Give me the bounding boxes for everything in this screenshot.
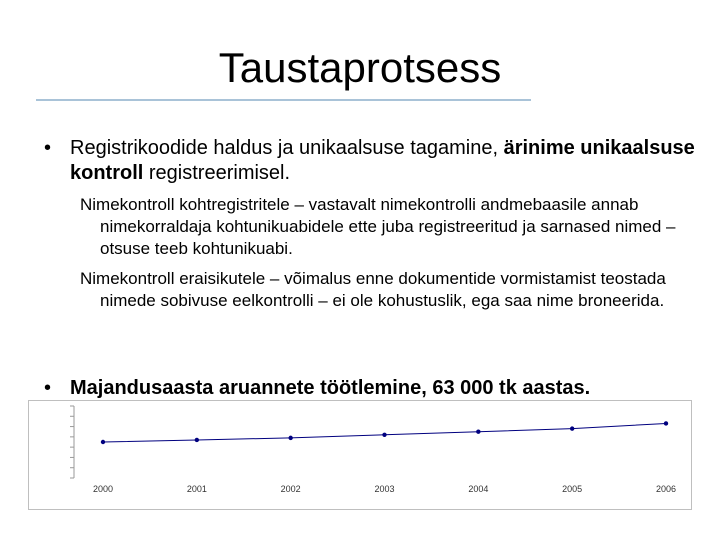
bullet-text-bold: ärinime unikaalsuse kontroll: [70, 137, 695, 184]
slide-title: Taustaprotsess: [218, 44, 502, 91]
x-tick-label: 2004: [468, 484, 489, 494]
sub-item-kohtregistrid: Nimekontroll kohtregistritele – vastavalt nimekontrolli andmebaasile annab nimekorraldaja kohtunikuabidele ette juba registreeritud ja sarnased nimed – otsuse teeb kohtunikuabi.: [80, 195, 676, 258]
bullet-majandusaasta: [70, 376, 710, 401]
data-point: [382, 433, 386, 437]
data-point: [476, 430, 480, 434]
data-point: [570, 426, 574, 430]
bullet-text-normal: Registrikoodide haldus ja unikaalsuse tagamine,: [70, 137, 504, 159]
line-chart: [28, 400, 692, 510]
x-tick-label: 2005: [562, 484, 583, 494]
data-point: [195, 438, 199, 442]
data-point: [288, 436, 292, 440]
bullet-text-normal-end: registreerimisel.: [143, 162, 291, 184]
bullet-marker: •: [44, 377, 52, 399]
x-tick-label: 2002: [280, 484, 301, 494]
bullet-registrikoodid: [70, 136, 710, 186]
x-tick-label: 2001: [186, 484, 207, 494]
x-tick-label: 2003: [374, 484, 395, 494]
data-point: [664, 421, 668, 425]
title-divider: [36, 99, 531, 101]
bullet-text-bold: Majandusaasta aruannete töötlemine, 63 000 tk aastas.: [70, 377, 591, 399]
bullet-marker: •: [44, 137, 52, 159]
x-tick-label: 2006: [655, 484, 677, 494]
chart-frame: [29, 401, 692, 510]
x-tick-label: 2000: [92, 484, 114, 494]
data-point: [101, 440, 105, 444]
line-chart-svg: [28, 400, 692, 510]
sub-item-eraisikud: Nimekontroll eraisikutele – võimalus enne dokumentide vormistamist teostada nimede sobivuse eelkontrolli – ei ole kohustuslik, ega saa nime broneerida.: [80, 269, 666, 310]
